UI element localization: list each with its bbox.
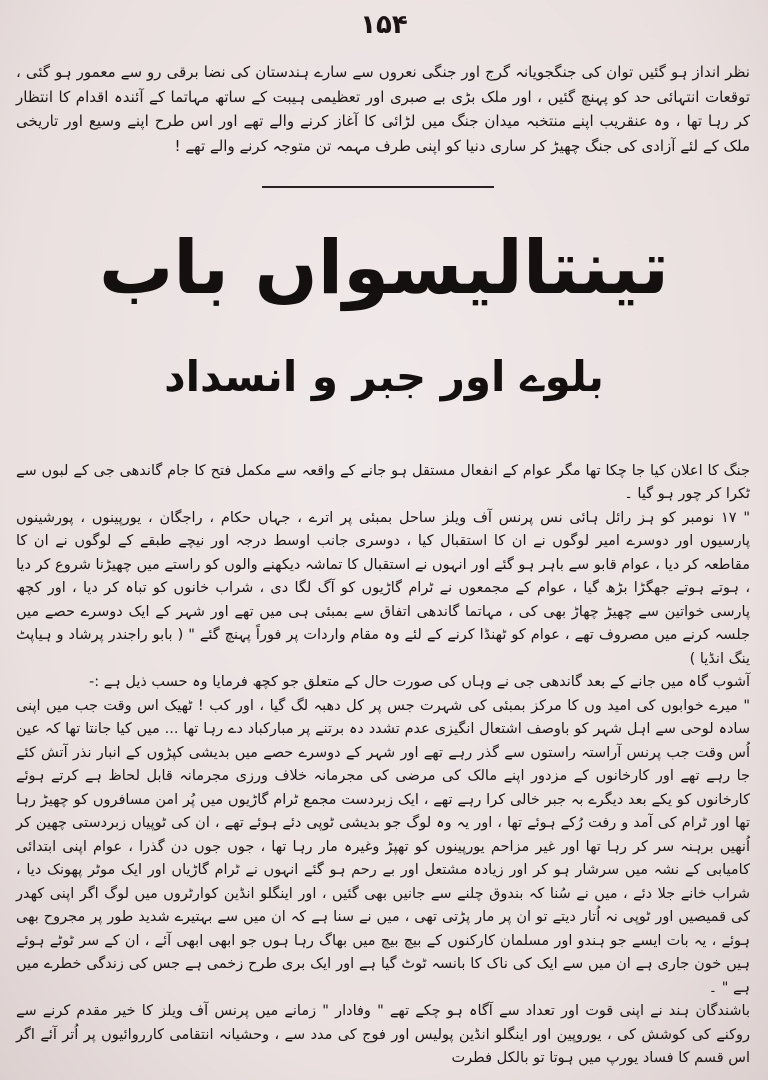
- chapter-subtitle: بلوے اور جبر و انسداد: [164, 352, 604, 401]
- body-paragraph-4: " میرے خوابوں کی امید وں کا مرکز بمبئی کی شہرت جس پر کل دھبہ لگ گیا ، اور کب ! ٹھیک اس وقت جب میں اپنی سادہ لوحی سے اہل شہر کو باوصف اشتعال انگیزی عدم تشدد دہ برتنے پر مبارکباد دے رہا تھا ... میں کیا جانتا تھا کہ عین اُس وقت جب پرنس آراستہ راستوں سے گذر رہے تھے اور شہر کے دوسرے حصے میں بدیشی کپڑوں کے انبار نذر آتش کئے جا رہے تھے اور کارخانوں کے مزدور اپنے مالک کی مرضی کی مجرمانہ خلاف ورزی مجرمانہ قابل لحاظ ہے کرتے ہوئے کارخانوں کو یکے بعد دیگرے بہ جبر خالی کرا رہے تھے ، ایک زبردست مجمع ٹرام گاڑیوں میں پُر امن مسافروں کو چھیڑ رہا تھا اور ٹرام کی آمد و رفت رُکے ہوئے تھا ، اور یہ وہ لوگ جو بدیشی ٹوپی دئے ہوئے تھے ، ان کی ٹوپیاں زبردستی چھین کر اُنھیں برہنہ سر کر رہا تھا اور غیر مزاحم یورپینوں کو تھپڑ وغیرہ مار رہا تھا ، جوں جوں دن گذرا ، عوام اپنی ابتدائی کامیابی کے نشہ میں سرشار ہو کر اور زیادہ مشتعل اور بے رحم ہو گئے انہوں نے ٹرام گاڑیاں اور ایک موٹر پھونک دیا ، شراب خانے جلا دئے ، میں نے سُنا کہ بندوق چلنے سے جانیں بھی گئیں ، اور اینگلو انڈین کوارٹروں میں لوگ اگر اپنی کھدر کی قمیصیں اور ٹوپی نہ اُتار دیتے تو ان پر مار پڑتی تھی ، میں نے سنا ہے کہ ان میں سے بہتیرے شدید طور پر مجروح بھی ہوئے ، یہ بات ایسے جو ہندو اور مسلمان کارکنوں کے بیچ بیچ میں بھاگ رہا ہوں جو ابھی ابھی آئے ، ان کے سر ٹوٹے ہوئے ہیں خون جاری ہے ان میں سے ایک کی ناک کا بانسہ ٹوٹ گیا ہے اور ایک بری طرح زخمی ہے جس کی زندگی خطرے میں ہے " ۔: [16, 697, 750, 996]
- intro-text: نظر انداز ہو گئیں توان کی جنگجویانہ گرج اور جنگی نعروں سے سارے ہندستان کی نضا برقی رو سے معمور ہو گئی ، توقعات انتہائی حد کو پہنچ گئیں ، اور ملک بڑی بے صبری اور تعظیمی ہیبت کے ساتھ مہاتما کے آئندہ اقدام کا انتظار کر رہا تھا ، وہ عنقریب اپنے منتخبہ میدان جنگ میں لڑائی کا آغاز کرنے والے تھے اور اس طرح اپنے وسیع اور تاریخی ملک کے لئے آزادی کی جنگ چھیڑ کر ساری دنیا کو اپنی طرف مہمہ تن متوجہ کرنے والے تھے !: [16, 63, 750, 155]
- chapter-body: [16, 460, 750, 1071]
- body-paragraph-5: باشندگان ہند نے اپنی قوت اور تعداد سے آگاہ ہو چکے تھے " وفادار " زمانے میں پرنس آف ویلز کا خیر مقدم کرنے سے روکنے کی کوشش کی ، یوروپین اور اینگلو انڈین پولیس اور فوج کی مدد سے ، وحشیانہ انتقامی کارروائیوں پر اُتر آئے اگر اس قسم کا فساد یورپ میں ہوتا تو بالکل فطرت: [16, 1003, 750, 1067]
- intro-paragraph: [16, 60, 750, 158]
- body-paragraph-1: جنگ کا اعلان کیا جا چکا تھا مگر عوام کے انفعال مستقل ہو جانے کے واقعہ سے مکمل فتح کا جام گاندھی جی کے لبوں سے ٹکرا کر چور ہو گیا ۔: [16, 463, 750, 503]
- section-divider: [262, 186, 494, 188]
- page-number: ۱۵۴: [360, 10, 408, 40]
- body-paragraph-3: آشوب گاہ میں جانے کے بعد گاندھی جی نے وہاں کی صورت حال کے متعلق جو کچھ فرمایا وہ حسب ذیل ہے :-: [89, 674, 750, 691]
- body-paragraph-2: " ۱۷ نومبر کو ہز رائل ہائی نس پرنس آف ویلز ساحل بمبئی پر اترے ، جہاں حکام ، راجگان ، یورپینوں ، پورشینوں پارسیوں اور دوسرے امیر لوگوں نے ان کا استقبال کیا ، دوسری جانب اوسط درجہ اور نیچے طبقے کے لوگوں نے ان کا مقاطعہ کر دیا ، عوام قابو سے باہر ہو گئے اور انہوں نے استقبال کا تماشہ دیکھنے والوں کو راستے میں چھیڑنا شروع کر دیا ، ہوتے ہوتے جھگڑا بڑھ گیا ، عوام کے مجمعوں نے ٹرام گاڑیوں کو آگ لگا دی ، شراب خانوں کو تباہ کر دیا ، اور کچھ پارسی خواتین سے چھیڑ چھاڑ بھی کی ، مہاتما گاندھی اتفاق سے بمبئی ہی میں تھے اور شہر کے ایک دوسرے حصے میں جلسہ کرنے میں مصروف تھے ، عوام کو ٹھنڈا کرنے کے لئے وہ مقام واردات پر فوراً پہنچ گئے " ( بابو راجندر پرشاد و ہیاپٹ ینگ انڈیا ): [16, 509, 751, 667]
- chapter-title: تینتالیسواں باب: [98, 225, 670, 311]
